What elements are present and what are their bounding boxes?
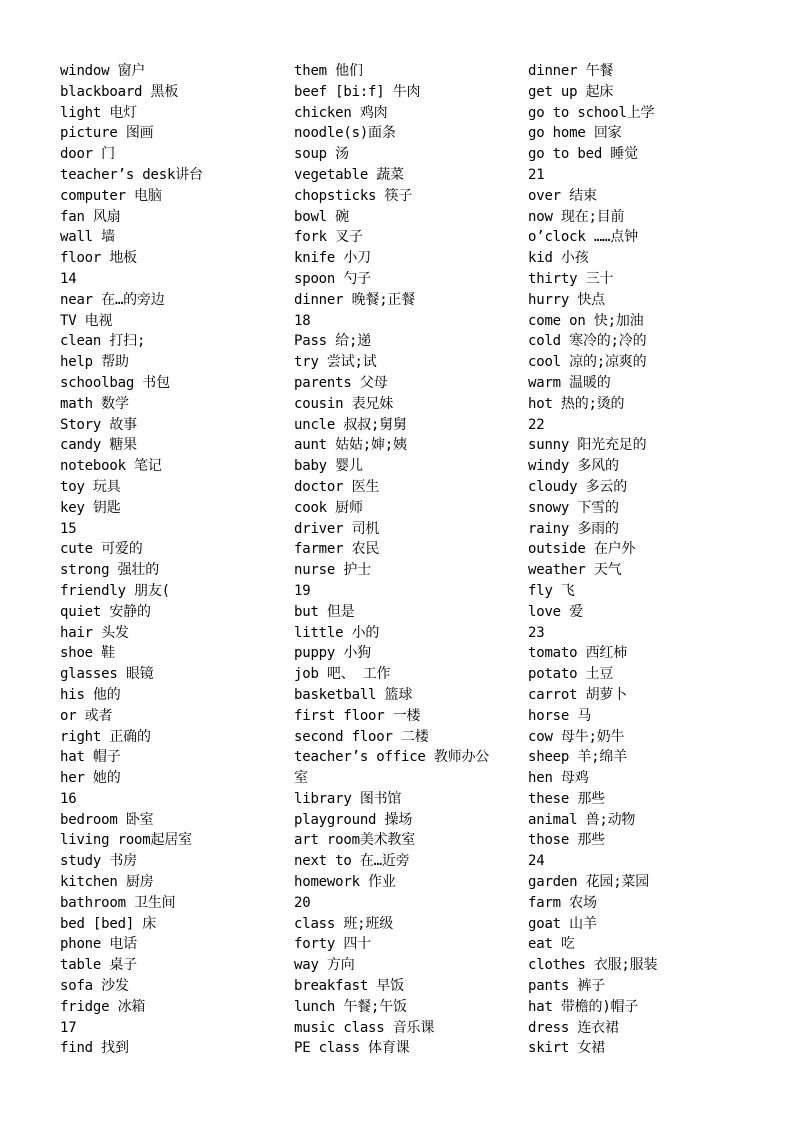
vocab-line: homework 作业 [294,874,396,891]
vocab-line: hot 热的;烫的 [528,395,625,412]
vocab-line: wall 墙 [60,229,115,246]
vocab-line: those 那些 [528,832,605,849]
vocab-line: blackboard 黑板 [60,83,179,100]
vocab-line: near 在…的旁边 [60,291,165,308]
vocab-line: garden 花园;菜园 [528,874,650,891]
vocab-line: picture 图画 [60,125,154,142]
vocab-line: get up 起床 [528,83,614,100]
vocab-line: lunch 午餐;午饭 [294,998,407,1015]
vocab-line: fan 风扇 [60,208,121,225]
vocab-line: now 现在;目前 [528,208,625,225]
vocab-line: warm 温暖的 [528,374,611,391]
vocab-line: toy 玩具 [60,478,121,495]
vocab-line: outside 在户外 [528,541,636,558]
vocab-line: study 书房 [60,853,137,870]
vocab-line: spoon 勺子 [294,270,371,287]
vocab-line: Pass 给;递 [294,333,371,350]
vocab-column-1 [60,61,280,1059]
vocab-line: them 他们 [294,63,363,79]
vocab-line: puppy 小狗 [294,645,371,662]
vocab-line: tomato 西红柿 [528,645,628,662]
vocab-line: o’clock ……点钟 [528,229,638,246]
vocab-line: dinner 午餐 [528,63,614,79]
vocab-line: dress 连衣裙 [528,1019,619,1036]
vocab-line: clean 打扫; [60,333,146,350]
vocab-line: hair 头发 [60,624,129,641]
vocab-line: key 钥匙 [60,499,121,516]
vocab-line: phone 电话 [60,936,137,953]
vocab-line: sheep 羊;绵羊 [528,749,628,766]
vocab-line: his 他的 [60,686,121,703]
vocab-line: teacher’s desk讲台 [60,166,203,183]
vocab-line: 18 [294,312,311,329]
vocab-line: 20 [294,894,311,911]
vocab-line: 17 [60,1019,77,1036]
vocab-line: cool 凉的;凉爽的 [528,354,647,371]
vocab-line: Story 故事 [60,416,137,433]
vocab-line: 16 [60,790,77,807]
vocab-line: cold 寒冷的;冷的 [528,333,647,350]
vocab-line: shoe 鞋 [60,645,115,662]
vocab-line: 21 [528,166,545,183]
vocab-line: pants 裤子 [528,978,605,995]
vocab-line: farmer 农民 [294,541,380,558]
vocab-line: window 窗户 [60,63,146,79]
vocab-line: PE class 体育课 [294,1040,410,1057]
vocab-line: quiet 安静的 [60,603,151,620]
vocab-line: chicken 鸡肉 [294,104,388,121]
vocab-line: cloudy 多云的 [528,478,628,495]
vocab-line: go to school上学 [528,104,655,121]
vocab-line: 24 [528,853,545,870]
vocab-line: living room起居室 [60,832,192,849]
vocab-line: baby 婴儿 [294,458,363,475]
vocab-line: 14 [60,270,77,287]
vocab-line: first floor 一楼 [294,707,421,724]
vocab-line: floor 地板 [60,250,137,267]
vocab-line: vegetable 蔬菜 [294,166,404,183]
vocab-line: art room美术教室 [294,832,416,849]
vocab-line: computer 电脑 [60,187,162,204]
vocab-line: table 桌子 [60,957,137,974]
vocab-line: math 数学 [60,395,129,412]
vocab-line: these 那些 [528,790,605,807]
vocab-line: basketball 篮球 [294,686,413,703]
vocab-line: noodle(s)面条 [294,125,396,142]
vocab-line: bathroom 卫生间 [60,894,176,911]
vocab-line: parents 父母 [294,374,388,391]
vocab-line: door 门 [60,146,115,163]
vocab-line: uncle 叔叔;舅舅 [294,416,407,433]
vocab-line: over 结束 [528,187,597,204]
vocab-line: love 爱 [528,603,583,620]
vocab-line: her 她的 [60,770,121,787]
vocab-line: nurse 护士 [294,562,371,579]
vocab-line: sofa 沙发 [60,978,129,995]
vocab-line: skirt 女裙 [528,1040,605,1057]
vocab-line: cute 可爱的 [60,541,143,558]
vocab-line: light 电灯 [60,104,137,121]
vocab-line: right 正确的 [60,728,151,745]
vocab-line: fly 飞 [528,582,575,599]
vocab-line: rainy 多雨的 [528,520,619,537]
vocab-line: go home 回家 [528,125,622,142]
vocab-line: 室 [294,770,308,787]
vocab-line: TV 电视 [60,312,113,329]
vocab-line: kid 小孩 [528,250,589,267]
vocab-line: second floor 二楼 [294,728,429,745]
vocab-line: sunny 阳光充足的 [528,437,647,454]
vocab-line: teacher’s office 教师办公 [294,749,490,766]
vocab-line: friendly 朋友( [60,582,170,599]
vocab-line: farm 农场 [528,894,597,911]
vocab-line: schoolbag 书包 [60,374,170,391]
vocab-line: notebook 笔记 [60,458,162,475]
vocab-line: horse 马 [528,707,592,724]
vocab-line: thirty 三十 [528,270,614,287]
vocab-line: or 或者 [60,707,113,724]
vocab-line: forty 四十 [294,936,371,953]
vocab-line: doctor 医生 [294,478,380,495]
vocab-line: aunt 姑姑;婶;姨 [294,437,407,454]
vocab-line: animal 兽;动物 [528,811,636,828]
vocab-line: library 图书馆 [294,790,402,807]
vocab-line: fridge 冰箱 [60,998,146,1015]
vocab-line: class 班;班级 [294,915,394,932]
vocab-line: hat 带檐的)帽子 [528,998,639,1015]
vocab-line: knife 小刀 [294,250,371,267]
vocab-line: bed [bed] 床 [60,915,157,932]
vocab-line: hurry 快点 [528,291,605,308]
vocab-line: bowl 碗 [294,208,349,225]
vocab-line: dinner 晚餐;正餐 [294,291,416,308]
vocab-line: snowy 下雪的 [528,499,619,516]
vocab-line: kitchen 厨房 [60,874,154,891]
vocab-line: clothes 衣服;服装 [528,957,658,974]
vocab-line: potato 土豆 [528,666,614,683]
vocab-line: candy 糖果 [60,437,137,454]
vocab-line: 23 [528,624,545,641]
vocab-line: beef [bi:f] 牛肉 [294,83,421,100]
vocab-line: go to bed 睡觉 [528,146,638,163]
vocab-line: driver 司机 [294,520,380,537]
vocab-line: try 尝试;试 [294,354,377,371]
vocab-line: 15 [60,520,77,537]
vocab-line: little 小的 [294,624,380,641]
vocab-line: come on 快;加油 [528,312,644,329]
vocab-column-2 [294,61,514,1059]
vocab-line: weather 天气 [528,562,622,579]
vocab-line: soup 汤 [294,146,349,163]
vocab-line: windy 多风的 [528,458,619,475]
vocab-line: music class 音乐课 [294,1019,435,1036]
vocab-line: fork 叉子 [294,229,363,246]
vocab-line: eat 吃 [528,936,575,953]
vocab-line: 19 [294,582,311,599]
vocab-line: but 但是 [294,603,355,620]
vocab-line: job 吧、 工作 [294,666,391,683]
vocab-line: way 方向 [294,957,355,974]
vocab-line: goat 山羊 [528,915,597,932]
vocab-line: cow 母牛;奶牛 [528,728,625,745]
vocab-line: cook 厨师 [294,499,363,516]
vocab-line: strong 强壮的 [60,562,160,579]
vocab-line: bedroom 卧室 [60,811,154,828]
vocab-line: glasses 眼镜 [60,666,154,683]
vocab-line: help 帮助 [60,354,129,371]
vocab-line: carrot 胡萝卜 [528,686,628,703]
vocab-line: playground 操场 [294,811,413,828]
vocab-line: cousin 表兄妹 [294,395,394,412]
vocab-line: 22 [528,416,545,433]
vocab-line: next to 在…近旁 [294,853,410,870]
vocab-line: breakfast 早饭 [294,978,404,995]
vocab-line: chopsticks 筷子 [294,187,413,204]
vocab-line: find 找到 [60,1040,129,1057]
vocab-column-3 [528,61,768,1059]
vocab-line: hat 帽子 [60,749,121,766]
vocab-line: hen 母鸡 [528,770,589,787]
